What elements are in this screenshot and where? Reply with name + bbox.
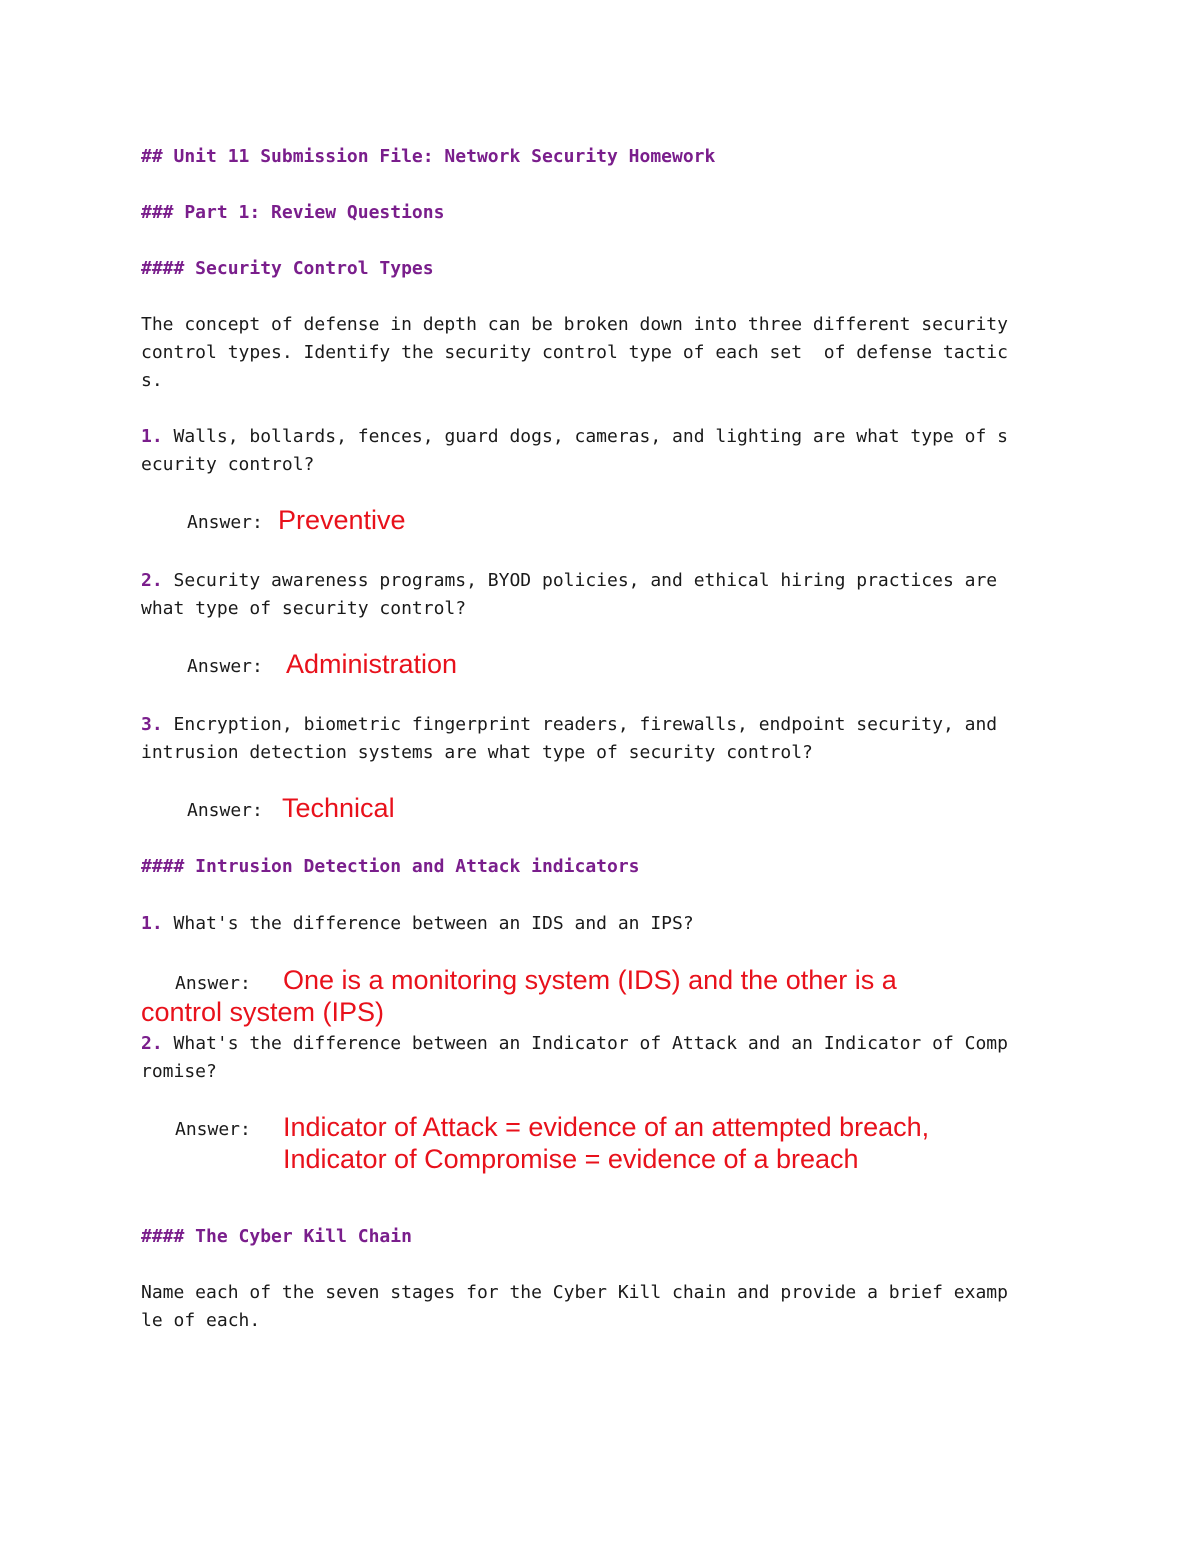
part-heading: ### Part 1: Review Questions	[141, 202, 445, 223]
answer-text: Technical	[282, 793, 395, 823]
intro-paragraph-line: The concept of defense in depth can be broken down into three different security	[141, 314, 1008, 335]
question-line: romise?	[141, 1061, 217, 1082]
answer-text: Indicator of Attack = evidence of an attempted breach,	[283, 1112, 930, 1142]
answer-label: Answer:	[175, 1119, 251, 1140]
question-text: What's the difference between an IDS and an IPS?	[162, 913, 694, 934]
question-line: what type of security control?	[141, 598, 467, 619]
section-heading-controls: #### Security Control Types	[141, 258, 434, 279]
question-line	[141, 711, 997, 739]
section-heading-ids: #### Intrusion Detection and Attack indicators	[141, 856, 640, 877]
answer-text: One is a monitoring system (IDS) and the other is a	[283, 965, 897, 995]
intro-paragraph-line: s.	[141, 370, 163, 391]
question-line	[141, 567, 997, 595]
question-line	[141, 423, 1008, 451]
intro-paragraph-line: control types. Identify the security control type of each set of defense tactic	[141, 342, 1008, 363]
question-line: ecurity control?	[141, 454, 315, 475]
section-heading-killchain: #### The Cyber Kill Chain	[141, 1226, 412, 1247]
question-number: 3.	[141, 714, 163, 735]
answer-text: control system (IPS)	[141, 997, 385, 1027]
question-line: intrusion detection systems are what type of security control?	[141, 742, 813, 763]
question-text: Walls, bollards, fences, guard dogs, cameras, and lighting are what type of s	[162, 426, 1008, 447]
answer-label: Answer:	[187, 512, 263, 533]
question-number: 2.	[141, 1033, 163, 1054]
answer-text: Preventive	[278, 505, 406, 535]
answer-label: Answer:	[175, 973, 251, 994]
document-title: ## Unit 11 Submission File: Network Security Homework	[141, 146, 716, 167]
question-number: 1.	[141, 426, 163, 447]
question-line	[141, 1030, 1008, 1058]
answer-text: Administration	[286, 649, 458, 679]
question-text: Security awareness programs, BYOD policies, and ethical hiring practices are	[162, 570, 998, 591]
question-text: Encryption, biometric fingerprint readers, firewalls, endpoint security, and	[162, 714, 998, 735]
answer-label: Answer:	[187, 656, 263, 677]
intro-paragraph-line: Name each of the seven stages for the Cyber Kill chain and provide a brief examp	[141, 1282, 1008, 1303]
question-number: 1.	[141, 913, 163, 934]
question-number: 2.	[141, 570, 163, 591]
answer-text: Indicator of Compromise = evidence of a breach	[283, 1144, 859, 1174]
question-text: What's the difference between an Indicator of Attack and an Indicator of Comp	[162, 1033, 1008, 1054]
answer-label: Answer:	[187, 800, 263, 821]
intro-paragraph-line: le of each.	[141, 1310, 261, 1331]
question-line	[141, 910, 694, 938]
